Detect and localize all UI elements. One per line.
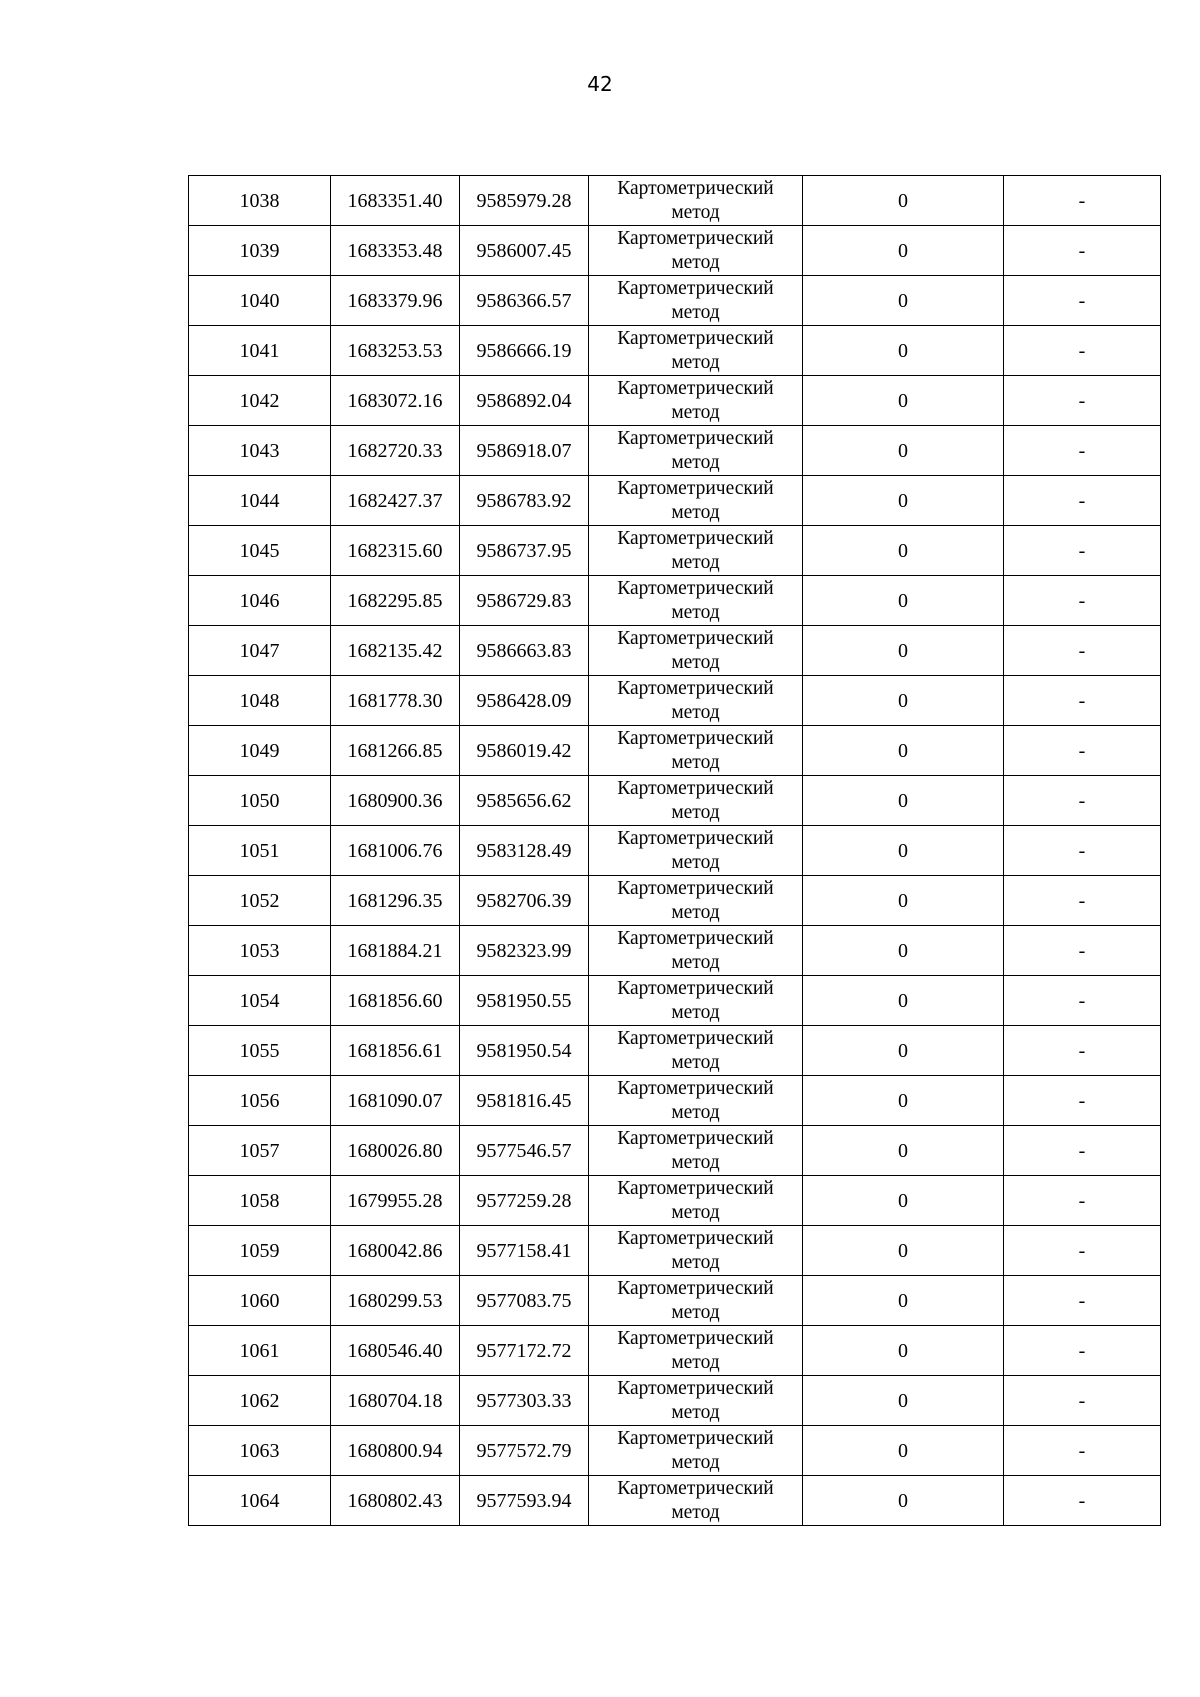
method-line-1: Картометрический xyxy=(617,877,774,899)
y-coordinate-cell: 9581950.55 xyxy=(460,976,589,1026)
method-line-1: Картометрический xyxy=(617,277,774,299)
note-cell: - xyxy=(1004,476,1161,526)
note-cell: - xyxy=(1004,576,1161,626)
x-coordinate-cell: 1681884.21 xyxy=(331,926,460,976)
accuracy-cell: 0 xyxy=(803,926,1004,976)
method-line-2: метод xyxy=(671,501,720,523)
method-line-2: метод xyxy=(671,851,720,873)
method-line-1: Картометрический xyxy=(617,627,774,649)
method-line-1: Картометрический xyxy=(617,1427,774,1449)
accuracy-cell: 0 xyxy=(803,1076,1004,1126)
method-cell xyxy=(589,426,803,476)
table-row xyxy=(189,676,1161,726)
accuracy-cell: 0 xyxy=(803,426,1004,476)
method-line-1: Картометрический xyxy=(617,377,774,399)
x-coordinate-cell: 1680042.86 xyxy=(331,1226,460,1276)
note-cell: - xyxy=(1004,876,1161,926)
method-line-1: Картометрический xyxy=(617,227,774,249)
table-row xyxy=(189,1026,1161,1076)
table-row xyxy=(189,176,1161,226)
x-coordinate-cell: 1682135.42 xyxy=(331,626,460,676)
method-line-2: метод xyxy=(671,1451,720,1473)
y-coordinate-cell: 9586918.07 xyxy=(460,426,589,476)
note-cell: - xyxy=(1004,426,1161,476)
x-coordinate-cell: 1681266.85 xyxy=(331,726,460,776)
x-coordinate-cell: 1681856.61 xyxy=(331,1026,460,1076)
note-cell: - xyxy=(1004,1426,1161,1476)
x-coordinate-cell: 1680704.18 xyxy=(331,1376,460,1426)
method-line-2: метод xyxy=(671,351,720,373)
accuracy-cell: 0 xyxy=(803,1126,1004,1176)
method-line-2: метод xyxy=(671,1151,720,1173)
method-cell xyxy=(589,626,803,676)
point-number-cell: 1062 xyxy=(189,1376,331,1426)
method-cell xyxy=(589,526,803,576)
point-number-cell: 1058 xyxy=(189,1176,331,1226)
y-coordinate-cell: 9577158.41 xyxy=(460,1226,589,1276)
accuracy-cell: 0 xyxy=(803,1176,1004,1226)
note-cell: - xyxy=(1004,826,1161,876)
note-cell: - xyxy=(1004,1326,1161,1376)
note-cell: - xyxy=(1004,1476,1161,1526)
x-coordinate-cell: 1681778.30 xyxy=(331,676,460,726)
method-cell xyxy=(589,476,803,526)
point-number-cell: 1052 xyxy=(189,876,331,926)
table-row xyxy=(189,1476,1161,1526)
point-number-cell: 1043 xyxy=(189,426,331,476)
point-number-cell: 1063 xyxy=(189,1426,331,1476)
method-cell xyxy=(589,1476,803,1526)
x-coordinate-cell: 1683351.40 xyxy=(331,176,460,226)
y-coordinate-cell: 9582706.39 xyxy=(460,876,589,926)
point-number-cell: 1050 xyxy=(189,776,331,826)
point-number-cell: 1056 xyxy=(189,1076,331,1126)
point-number-cell: 1057 xyxy=(189,1126,331,1176)
page-number: 42 xyxy=(587,72,613,96)
accuracy-cell: 0 xyxy=(803,176,1004,226)
table-row xyxy=(189,526,1161,576)
point-number-cell: 1064 xyxy=(189,1476,331,1526)
y-coordinate-cell: 9577546.57 xyxy=(460,1126,589,1176)
y-coordinate-cell: 9586007.45 xyxy=(460,226,589,276)
method-cell xyxy=(589,926,803,976)
method-line-2: метод xyxy=(671,201,720,223)
method-line-2: метод xyxy=(671,1251,720,1273)
note-cell: - xyxy=(1004,526,1161,576)
note-cell: - xyxy=(1004,926,1161,976)
note-cell: - xyxy=(1004,1026,1161,1076)
method-line-2: метод xyxy=(671,951,720,973)
point-number-cell: 1045 xyxy=(189,526,331,576)
method-line-1: Картометрический xyxy=(617,1477,774,1499)
accuracy-cell: 0 xyxy=(803,1326,1004,1376)
y-coordinate-cell: 9586366.57 xyxy=(460,276,589,326)
note-cell: - xyxy=(1004,326,1161,376)
accuracy-cell: 0 xyxy=(803,1026,1004,1076)
x-coordinate-cell: 1679955.28 xyxy=(331,1176,460,1226)
y-coordinate-cell: 9577593.94 xyxy=(460,1476,589,1526)
accuracy-cell: 0 xyxy=(803,1476,1004,1526)
method-cell xyxy=(589,1126,803,1176)
method-line-2: метод xyxy=(671,1501,720,1523)
accuracy-cell: 0 xyxy=(803,826,1004,876)
method-cell xyxy=(589,876,803,926)
method-cell xyxy=(589,726,803,776)
x-coordinate-cell: 1681296.35 xyxy=(331,876,460,926)
method-cell xyxy=(589,576,803,626)
note-cell: - xyxy=(1004,276,1161,326)
accuracy-cell: 0 xyxy=(803,526,1004,576)
accuracy-cell: 0 xyxy=(803,1226,1004,1276)
method-line-1: Картометрический xyxy=(617,327,774,349)
method-line-2: метод xyxy=(671,1401,720,1423)
method-line-1: Картометрический xyxy=(617,177,774,199)
accuracy-cell: 0 xyxy=(803,326,1004,376)
accuracy-cell: 0 xyxy=(803,276,1004,326)
table-row xyxy=(189,1326,1161,1376)
method-line-2: метод xyxy=(671,251,720,273)
accuracy-cell: 0 xyxy=(803,626,1004,676)
method-line-1: Картометрический xyxy=(617,1177,774,1199)
point-number-cell: 1046 xyxy=(189,576,331,626)
table-row xyxy=(189,1076,1161,1126)
accuracy-cell: 0 xyxy=(803,976,1004,1026)
x-coordinate-cell: 1680802.43 xyxy=(331,1476,460,1526)
accuracy-cell: 0 xyxy=(803,376,1004,426)
note-cell: - xyxy=(1004,1076,1161,1126)
table-row xyxy=(189,726,1161,776)
table-row xyxy=(189,826,1161,876)
method-cell xyxy=(589,226,803,276)
x-coordinate-cell: 1682427.37 xyxy=(331,476,460,526)
point-number-cell: 1044 xyxy=(189,476,331,526)
method-line-2: метод xyxy=(671,1201,720,1223)
table-row xyxy=(189,476,1161,526)
point-number-cell: 1054 xyxy=(189,976,331,1026)
method-line-2: метод xyxy=(671,451,720,473)
note-cell: - xyxy=(1004,1226,1161,1276)
table-row xyxy=(189,1376,1161,1426)
method-cell xyxy=(589,1226,803,1276)
note-cell: - xyxy=(1004,1376,1161,1426)
table-row xyxy=(189,1276,1161,1326)
y-coordinate-cell: 9586019.42 xyxy=(460,726,589,776)
x-coordinate-cell: 1680800.94 xyxy=(331,1426,460,1476)
method-cell xyxy=(589,1026,803,1076)
method-line-2: метод xyxy=(671,901,720,923)
note-cell: - xyxy=(1004,626,1161,676)
accuracy-cell: 0 xyxy=(803,1426,1004,1476)
table-row xyxy=(189,1126,1161,1176)
method-line-2: метод xyxy=(671,1001,720,1023)
y-coordinate-cell: 9586729.83 xyxy=(460,576,589,626)
method-line-2: метод xyxy=(671,301,720,323)
point-number-cell: 1039 xyxy=(189,226,331,276)
point-number-cell: 1041 xyxy=(189,326,331,376)
note-cell: - xyxy=(1004,1276,1161,1326)
y-coordinate-cell: 9577259.28 xyxy=(460,1176,589,1226)
y-coordinate-cell: 9585656.62 xyxy=(460,776,589,826)
method-line-1: Картометрический xyxy=(617,427,774,449)
accuracy-cell: 0 xyxy=(803,1376,1004,1426)
point-number-cell: 1055 xyxy=(189,1026,331,1076)
method-cell xyxy=(589,826,803,876)
x-coordinate-cell: 1680299.53 xyxy=(331,1276,460,1326)
y-coordinate-cell: 9586428.09 xyxy=(460,676,589,726)
method-line-1: Картометрический xyxy=(617,1227,774,1249)
accuracy-cell: 0 xyxy=(803,476,1004,526)
table-row xyxy=(189,776,1161,826)
y-coordinate-cell: 9581950.54 xyxy=(460,1026,589,1076)
y-coordinate-cell: 9582323.99 xyxy=(460,926,589,976)
accuracy-cell: 0 xyxy=(803,576,1004,626)
method-line-1: Картометрический xyxy=(617,1327,774,1349)
y-coordinate-cell: 9577172.72 xyxy=(460,1326,589,1376)
method-line-2: метод xyxy=(671,601,720,623)
x-coordinate-cell: 1682315.60 xyxy=(331,526,460,576)
method-cell xyxy=(589,376,803,426)
method-line-1: Картометрический xyxy=(617,677,774,699)
method-cell xyxy=(589,1276,803,1326)
table-row xyxy=(189,626,1161,676)
accuracy-cell: 0 xyxy=(803,726,1004,776)
note-cell: - xyxy=(1004,1176,1161,1226)
method-cell xyxy=(589,1376,803,1426)
y-coordinate-cell: 9586783.92 xyxy=(460,476,589,526)
table-row xyxy=(189,276,1161,326)
method-line-1: Картометрический xyxy=(617,727,774,749)
method-cell xyxy=(589,1176,803,1226)
method-line-1: Картометрический xyxy=(617,1027,774,1049)
method-line-1: Картометрический xyxy=(617,977,774,999)
method-cell xyxy=(589,1326,803,1376)
table-row xyxy=(189,1226,1161,1276)
method-line-1: Картометрический xyxy=(617,477,774,499)
note-cell: - xyxy=(1004,776,1161,826)
point-number-cell: 1053 xyxy=(189,926,331,976)
method-line-1: Картометрический xyxy=(617,1077,774,1099)
point-number-cell: 1051 xyxy=(189,826,331,876)
method-line-2: метод xyxy=(671,701,720,723)
point-number-cell: 1048 xyxy=(189,676,331,726)
x-coordinate-cell: 1683072.16 xyxy=(331,376,460,426)
x-coordinate-cell: 1681856.60 xyxy=(331,976,460,1026)
method-line-1: Картометрический xyxy=(617,777,774,799)
x-coordinate-cell: 1682295.85 xyxy=(331,576,460,626)
method-line-2: метод xyxy=(671,1051,720,1073)
method-line-1: Картометрический xyxy=(617,1127,774,1149)
x-coordinate-cell: 1680546.40 xyxy=(331,1326,460,1376)
table-row xyxy=(189,976,1161,1026)
table-row xyxy=(189,326,1161,376)
method-line-1: Картометрический xyxy=(617,577,774,599)
point-number-cell: 1038 xyxy=(189,176,331,226)
method-cell xyxy=(589,176,803,226)
point-number-cell: 1059 xyxy=(189,1226,331,1276)
x-coordinate-cell: 1681006.76 xyxy=(331,826,460,876)
table-row xyxy=(189,1176,1161,1226)
x-coordinate-cell: 1681090.07 xyxy=(331,1076,460,1126)
point-number-cell: 1061 xyxy=(189,1326,331,1376)
accuracy-cell: 0 xyxy=(803,1276,1004,1326)
accuracy-cell: 0 xyxy=(803,226,1004,276)
x-coordinate-cell: 1682720.33 xyxy=(331,426,460,476)
y-coordinate-cell: 9583128.49 xyxy=(460,826,589,876)
table-row xyxy=(189,576,1161,626)
y-coordinate-cell: 9586737.95 xyxy=(460,526,589,576)
method-cell xyxy=(589,326,803,376)
method-cell xyxy=(589,676,803,726)
method-line-1: Картометрический xyxy=(617,1277,774,1299)
method-line-2: метод xyxy=(671,651,720,673)
y-coordinate-cell: 9585979.28 xyxy=(460,176,589,226)
x-coordinate-cell: 1680900.36 xyxy=(331,776,460,826)
method-line-2: метод xyxy=(671,1301,720,1323)
method-line-2: метод xyxy=(671,751,720,773)
table-row xyxy=(189,226,1161,276)
method-cell xyxy=(589,776,803,826)
method-line-1: Картометрический xyxy=(617,527,774,549)
x-coordinate-cell: 1680026.80 xyxy=(331,1126,460,1176)
accuracy-cell: 0 xyxy=(803,676,1004,726)
y-coordinate-cell: 9586663.83 xyxy=(460,626,589,676)
method-line-1: Картометрический xyxy=(617,1377,774,1399)
x-coordinate-cell: 1683253.53 xyxy=(331,326,460,376)
point-number-cell: 1040 xyxy=(189,276,331,326)
x-coordinate-cell: 1683353.48 xyxy=(331,226,460,276)
note-cell: - xyxy=(1004,226,1161,276)
table-row xyxy=(189,376,1161,426)
note-cell: - xyxy=(1004,676,1161,726)
method-line-2: метод xyxy=(671,801,720,823)
y-coordinate-cell: 9577572.79 xyxy=(460,1426,589,1476)
point-number-cell: 1049 xyxy=(189,726,331,776)
table-row xyxy=(189,926,1161,976)
method-cell xyxy=(589,976,803,1026)
table-body xyxy=(189,176,1161,1526)
table-row xyxy=(189,1426,1161,1476)
y-coordinate-cell: 9586666.19 xyxy=(460,326,589,376)
method-line-1: Картометрический xyxy=(617,827,774,849)
accuracy-cell: 0 xyxy=(803,776,1004,826)
point-number-cell: 1060 xyxy=(189,1276,331,1326)
accuracy-cell: 0 xyxy=(803,876,1004,926)
y-coordinate-cell: 9577303.33 xyxy=(460,1376,589,1426)
method-line-2: метод xyxy=(671,401,720,423)
x-coordinate-cell: 1683379.96 xyxy=(331,276,460,326)
coordinates-table xyxy=(188,175,1161,1526)
method-cell xyxy=(589,1426,803,1476)
y-coordinate-cell: 9577083.75 xyxy=(460,1276,589,1326)
y-coordinate-cell: 9581816.45 xyxy=(460,1076,589,1126)
table-row xyxy=(189,426,1161,476)
y-coordinate-cell: 9586892.04 xyxy=(460,376,589,426)
note-cell: - xyxy=(1004,976,1161,1026)
note-cell: - xyxy=(1004,726,1161,776)
method-line-2: метод xyxy=(671,551,720,573)
note-cell: - xyxy=(1004,376,1161,426)
method-line-1: Картометрический xyxy=(617,927,774,949)
table-row xyxy=(189,876,1161,926)
note-cell: - xyxy=(1004,176,1161,226)
method-line-2: метод xyxy=(671,1351,720,1373)
method-line-2: метод xyxy=(671,1101,720,1123)
method-cell xyxy=(589,1076,803,1126)
point-number-cell: 1042 xyxy=(189,376,331,426)
method-cell xyxy=(589,276,803,326)
note-cell: - xyxy=(1004,1126,1161,1176)
point-number-cell: 1047 xyxy=(189,626,331,676)
